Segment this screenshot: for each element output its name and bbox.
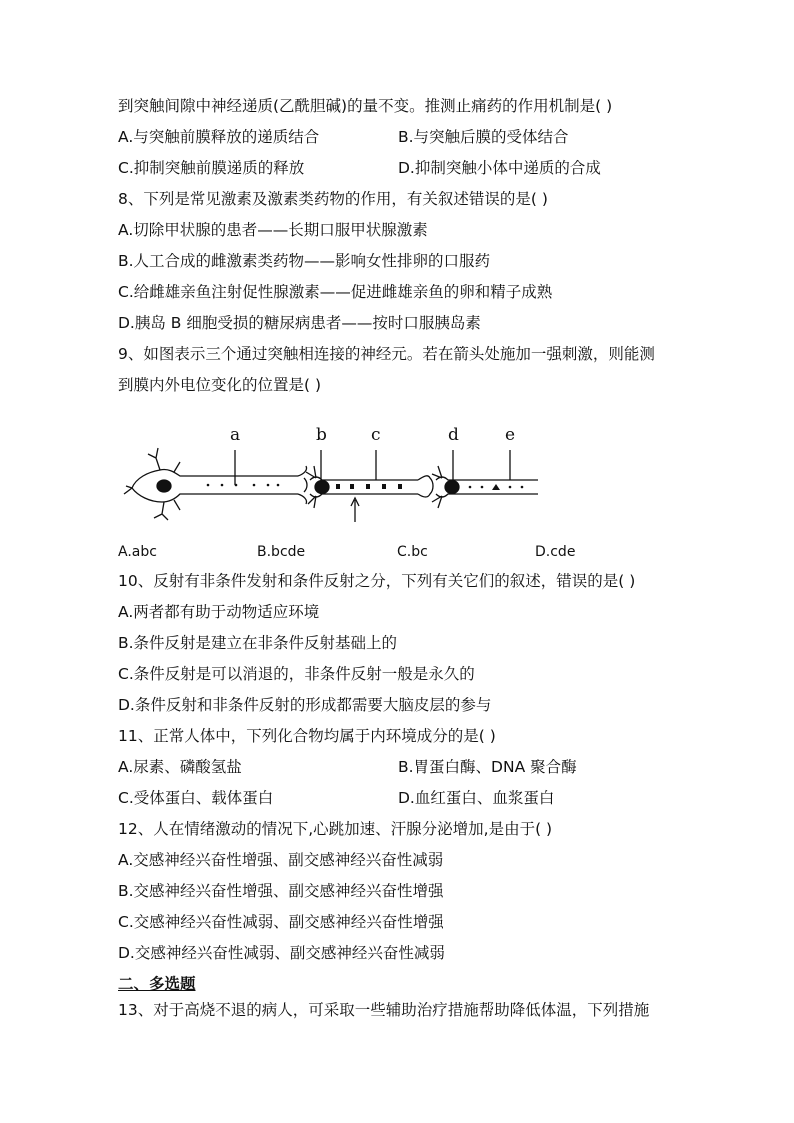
q12-stem: 12、人在情绪激动的情况下,心跳加速、汗腺分泌增加,是由于( ) [118,820,553,838]
q12-option-a: A.交感神经兴奋性增强、副交感神经兴奋性减弱 [118,851,444,869]
q7-option-b: B.与突触后膜的受体结合 [398,128,569,146]
q13-stem: 13、对于高烧不退的病人，可采取一些辅助治疗措施帮助降低体温，下列措施 [118,1001,650,1019]
q9-stem-line1: 9、如图表示三个通过突触相连接的神经元。若在箭头处施加一强刺激，则能测 [118,345,655,363]
q7-option-a: A.与突触前膜释放的递质结合 [118,128,320,146]
q9-option-d: D.cde [535,544,576,560]
q9-option-b: B.bcde [257,544,306,560]
q8-option-a: A.切除甲状腺的患者——长期口服甲状腺激素 [118,221,428,239]
q11-option-c: C.受体蛋白、载体蛋白 [118,789,274,807]
q9-option-a: A.abc [118,544,157,560]
q7-option-d: D.抑制突触小体中递质的合成 [398,159,601,177]
label-c: c [371,425,381,445]
label-b: b [316,425,327,445]
q8-option-b: B.人工合成的雌激素类药物——影响女性排卵的口服药 [118,252,491,270]
q10-stem: 10、反射有非条件发射和条件反射之分，下列有关它们的叙述，错误的是( ) [118,572,636,590]
q10-option-b: B.条件反射是建立在非条件反射基础上的 [118,634,398,652]
q11-option-a: A.尿素、磷酸氢盐 [118,758,242,776]
neuron-diagram [118,418,538,528]
label-e: e [505,425,516,445]
q10-option-d: D.条件反射和非条件反射的形成都需要大脑皮层的参与 [118,696,492,714]
label-d: d [448,425,459,445]
q8-stem: 8、下列是常见激素及激素类药物的作用，有关叙述错误的是( ) [118,190,548,208]
q9-option-c: C.bc [397,544,428,560]
q12-option-c: C.交感神经兴奋性减弱、副交感神经兴奋性增强 [118,913,444,931]
q9-stem-line2: 到膜内外电位变化的位置是( ) [118,376,322,394]
q10-option-a: A.两者都有助于动物适应环境 [118,603,320,621]
section-heading: 二、多选题 [118,975,196,993]
q7-stem: 到突触间隙中神经递质(乙酰胆碱)的量不变。推测止痛药的作用机制是( ) [118,97,613,115]
q10-option-c: C.条件反射是可以消退的，非条件反射一般是永久的 [118,665,475,683]
q12-option-b: B.交感神经兴奋性增强、副交感神经兴奋性增强 [118,882,444,900]
q7-option-c: C.抑制突触前膜递质的释放 [118,159,305,177]
label-a: a [230,425,241,445]
q11-option-d: D.血红蛋白、血浆蛋白 [398,789,555,807]
q8-option-d: D.胰岛 B 细胞受损的糖尿病患者——按时口服胰岛素 [118,314,481,332]
q11-stem: 11、正常人体中，下列化合物均属于内环境成分的是( ) [118,727,496,745]
q11-option-b: B.胃蛋白酶、DNA 聚合酶 [398,758,577,776]
q12-option-d: D.交感神经兴奋性减弱、副交感神经兴奋性减弱 [118,944,445,962]
q8-option-c: C.给雌雄亲鱼注射促性腺激素——促进雌雄亲鱼的卵和精子成熟 [118,283,553,301]
